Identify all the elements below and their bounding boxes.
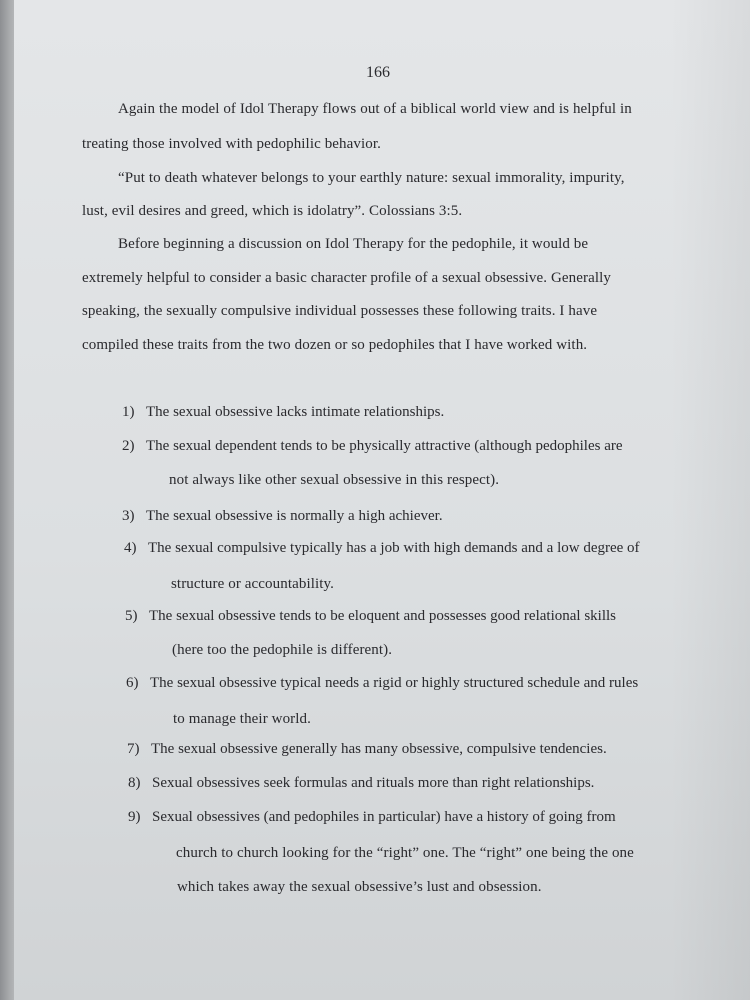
list-number: 5) — [125, 608, 138, 624]
list-item-5-continuation: (here too the pedophile is different). — [172, 642, 393, 658]
page-shadow — [670, 0, 750, 1000]
paragraph-1-line-1: Again the model of Idol Therapy flows out of a biblical world view and is helpful in — [118, 101, 632, 117]
list-text: The sexual obsessive generally has many obsessive, compulsive tendencies. — [151, 741, 607, 757]
scripture-quote-line-1: “Put to death whatever belongs to your earthly nature: sexual immorality, impurity, — [118, 170, 625, 186]
list-item-1 — [122, 404, 444, 421]
paragraph-3-line-4: compiled these traits from the two dozen or so pedophiles that I have worked with. — [82, 337, 588, 353]
list-text: The sexual obsessive is normally a high achiever. — [146, 508, 443, 524]
list-number: 9) — [128, 809, 141, 825]
list-number: 2) — [122, 438, 135, 454]
paragraph-3-line-3: speaking, the sexually compulsive individual possesses these following traits. I have — [82, 303, 598, 319]
scripture-quote-line-2: lust, evil desires and greed, which is idolatry”. Colossians 3:5. — [82, 203, 463, 219]
list-number: 7) — [127, 741, 140, 757]
list-item-9-continuation-2: which takes away the sexual obsessive’s lust and obsession. — [177, 879, 542, 895]
list-text: The sexual dependent tends to be physically attractive (although pedophiles are — [146, 438, 623, 454]
list-item-3 — [122, 508, 443, 525]
paragraph-3-line-2: extremely helpful to consider a basic character profile of a sexual obsessive. Generally — [82, 270, 612, 286]
list-item-9-continuation-1: church to church looking for the “right” one. The “right” one being the one — [176, 845, 634, 861]
list-text: The sexual obsessive lacks intimate relationships. — [146, 404, 445, 420]
list-item-2-continuation: not always like other sexual obsessive in this respect). — [169, 472, 500, 488]
paragraph-3-line-1: Before beginning a discussion on Idol Therapy for the pedophile, it would be — [118, 236, 589, 252]
list-number: 3) — [122, 508, 135, 524]
list-item-6 — [126, 675, 638, 692]
list-text: The sexual compulsive typically has a job with high demands and a low degree of — [148, 540, 640, 556]
book-page — [14, 0, 750, 1000]
list-text: The sexual obsessive tends to be eloquent and possesses good relational skills — [149, 608, 616, 624]
list-text: The sexual obsessive typical needs a rigid or highly structured schedule and rules — [150, 675, 639, 691]
list-item-8 — [128, 775, 594, 792]
list-number: 6) — [126, 675, 139, 691]
list-item-7 — [127, 741, 607, 758]
list-text: Sexual obsessives seek formulas and rituals more than right relationships. — [152, 775, 595, 791]
list-item-9 — [128, 809, 616, 826]
page-number: 166 — [366, 64, 390, 81]
list-item-2 — [122, 438, 623, 455]
list-number: 4) — [124, 540, 137, 556]
paragraph-1-line-2: treating those involved with pedophilic behavior. — [82, 136, 382, 152]
list-item-6-continuation: to manage their world. — [173, 711, 311, 727]
list-item-4 — [124, 540, 640, 557]
list-number: 8) — [128, 775, 141, 791]
list-item-4-continuation: structure or accountability. — [171, 576, 335, 592]
list-item-5 — [125, 608, 616, 625]
list-number: 1) — [122, 404, 135, 420]
list-text: Sexual obsessives (and pedophiles in particular) have a history of going from — [152, 809, 616, 825]
